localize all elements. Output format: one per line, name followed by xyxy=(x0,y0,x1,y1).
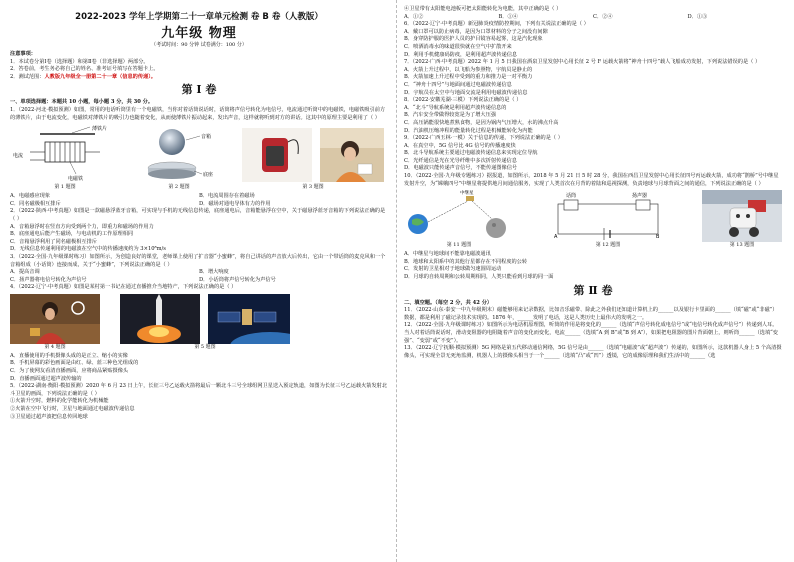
q10-option-d: D．月球的自转周期和公转周期相同，人类只能看到月球的同一面 xyxy=(404,274,554,281)
question-12: 12．（2022·全国·九年级课时练习）如图所示为电话机原理图，听筒的作用是将变化的______（选填“声信号转化成电信号”或“电信号转化成声信号”）传递到人耳。当人对着话筒说话时，滑动变阻器的电阻随着声音的变化而变化，电流______（选填“A 到 B”或“B 到 A”），如果把电阻器的图片背面朝上，则听筒______（选填“变强”、“变弱”或“不变”）。 xyxy=(404,322,778,344)
q5-statement-2: ②火箭在空中飞行时，卫星与地面通过电磁波传递信息 xyxy=(10,406,135,413)
q1-option-b: B．电流周围存在着磁场 xyxy=(199,193,255,200)
question-6: 6．（2022·辽宁·中考真题）新冠肺炎疫情防控期间，下列有关说法正确的是（ ） xyxy=(404,21,589,28)
scope-value: 人教版九年级全一册第二十一章（信息的传递）。 xyxy=(44,73,156,80)
livestream-photo xyxy=(10,294,100,344)
figure-2 xyxy=(134,124,224,191)
note-item: 2．答卷前，考生务必将自己的姓名、准考证号填写在答题卡上。 xyxy=(10,66,159,73)
q4-option-c: C．为了使网友看清直播画面，应将商品紧贴摄像头 xyxy=(10,368,129,375)
figure-4 xyxy=(10,294,100,351)
levitating-speaker-image xyxy=(134,124,224,184)
question-7: 7．（2022·广西·中考真题）2022 年 1 月 5 日我国在酒泉卫星发射中心用长征 2 号 F 运载火箭将“神舟十四号”载人飞船成功发射，下列说法错误的是（ ） xyxy=(404,59,761,66)
exam-title: 2022-2023 学年上学期第二十一章单元检测 卷 B 卷（人教版） xyxy=(75,12,323,22)
q8-option-c: C．高压锅能很快地煮熟食物，是因为锅内气压增大，水的沸点升高 xyxy=(404,119,559,126)
svg-text:B: B xyxy=(656,234,660,241)
figure-3 xyxy=(238,124,388,191)
q4-option-a: A．直播使用的手机摄像头成的是正立、缩小的实像 xyxy=(10,352,128,359)
q2-option-c: C．音箱悬浮利用了同名磁极相互排斥 xyxy=(10,238,97,245)
q10-option-b: B．地球和太阳系中的其他行星都存在不同程度的公转 xyxy=(404,258,528,265)
caption-fig4: 第 4 题图 xyxy=(44,343,66,350)
label-earpiece: 扬声器 xyxy=(632,193,648,200)
q9-option-a: A．在真空中，5G 信号比 4G 信号的传播速度快 xyxy=(404,142,516,149)
telephone-circuit-diagram xyxy=(548,190,668,242)
figures-row-1 xyxy=(10,124,388,191)
caption-fig1: 第 1 题图 xyxy=(54,184,76,191)
q5-statement-3: ③卫星通过超声波把信息传回地球 xyxy=(10,413,88,420)
q3-option-a: A．提高音调 xyxy=(10,269,40,276)
q2-option-a: A．音箱悬浮时在竖直方向受到两个力，即重力和磁场的作用力 xyxy=(10,223,154,230)
caption-fig5: 第 5 题图 xyxy=(194,343,216,350)
q7-option-a: A．火箭上升过程中，以飞船为参照物，宇航员是静止的 xyxy=(404,66,533,73)
label-magnet: 电磁铁 xyxy=(68,176,84,183)
q5-statement-1: ①火箭升空时，燃料的化学能转化为机械能 xyxy=(10,398,109,405)
section1-title: 一、单项选择题：本题共 10 小题，每小题 3 分，共 30 分。 xyxy=(10,99,154,106)
figures-row-3 xyxy=(404,190,782,249)
q6-option-b: B．身穿防护服的医护人员的护目镜容易起雾，这是汽化现象 xyxy=(404,36,543,43)
question-10: 10．（2022·全国·九年级专题练习）据报道，如图所示，2018 年 5 月 21 日 5 时 28 分，我国在西昌卫星发射中心用长征四号丙运载火箭，成功将“鹊桥”号中继星发射升空，为“嫦娥四号”中继星将提供地月间通信服务，实现了人类首次在月背的着陆和巡视探测，负责地球与月球背面之间的通信，下列说法正确的是（ ） xyxy=(404,173,779,187)
figure-5 xyxy=(120,294,290,351)
question-1: 1．（2022·河北·模拟预测）如图，常用的电话听筒里有一个电磁铁，当你对着话筒说话时，话筒将声信号转化为电信号，电流通过听筒中的电磁铁，电磁铁吸引前方的薄铁片，由于电流变化，电磁铁对薄铁片的吸引力也随着变化，从而使薄铁片振动起来，发出声音，这样就将听到对方的讲话。这其中的原理主要是利用了（ ） xyxy=(10,106,386,121)
question-8: 8．（2022·安徽芜湖·三模）下列说法正确的是（ ） xyxy=(404,97,522,104)
q8-option-b: B．汽车安全带做得较宽是为了增大压强 xyxy=(404,112,496,119)
figure-12 xyxy=(548,190,668,249)
label-current: 电流 xyxy=(13,153,24,160)
q1-option-a: A．电磁感应现象 xyxy=(10,193,51,200)
rocket-satellite-photo xyxy=(120,294,290,344)
label-relay: 中继星 xyxy=(460,191,474,197)
q3-option-c: C．扬声器将电信号转化为声信号 xyxy=(10,276,87,283)
caption-fig12: 第 12 题图 xyxy=(595,242,621,249)
q4-option-d: D．直播画面通过超声波传输的 xyxy=(10,375,82,382)
caption-fig11: 第 11 题图 xyxy=(446,242,472,249)
q5-option-a: A．①② xyxy=(404,13,424,20)
exam-subject: 九年级 物理 xyxy=(161,26,237,41)
note-scope xyxy=(10,74,388,82)
part2-label: 第 Ⅱ 卷 xyxy=(573,283,613,297)
question-13: 13．（2022·辽宁抚顺·模拟预测）5G 网络是第五代移动通信网络，5G 信号是由______（选填“电磁波”或“超声波”）传递的，如图所示，这款机器人身上 5 个高清摄像头，可实现全景无死角监测，机器人上的摄像头相当于一个______（选填“凸”或“凹”）透镜，它的成像原理和我们生活中的______（选 xyxy=(404,345,782,359)
q10-option-a: A．中继星与地球间不能靠电磁波通讯 xyxy=(404,251,491,258)
question-3: 3．（2022·全国·九年级课时练习）如图所示，为创造良好的课堂，老师课上使用了扩音器“小蜜蜂”，将自己讲话的声音放大后传出，它由一个带话筒的麦克风和一个音箱组成（小话筒）连接而成，关于“小蜜蜂”，下列说法正确的是（ ） xyxy=(10,253,386,268)
q6-option-d: D．利用手机健康码防疫，是利用超声波传递信息 xyxy=(404,51,518,58)
right-column xyxy=(404,6,782,360)
column-divider xyxy=(396,0,397,562)
q2-option-d: D．无线信息传递利用的电磁波在空气中的传播速度约为 3×10⁸m/s xyxy=(10,246,166,253)
left-column xyxy=(10,6,388,421)
figure-11 xyxy=(404,190,514,249)
q7-option-d: D．宇航员在太空中与地面交流是利用电磁波传递信息 xyxy=(404,89,528,96)
figure-13 xyxy=(702,190,782,249)
microphone-speaker-image xyxy=(238,124,388,184)
electromagnet-diagram xyxy=(10,124,120,184)
label-speaker: 音箱 xyxy=(201,134,212,141)
q10-option-c: C．发射的卫星相对于地球做匀速圆周运动 xyxy=(404,266,502,273)
q3-option-d: D．小话筒将声信号转化为声信号 xyxy=(199,276,276,283)
question-5: 5．（2022·湖南·衡阳·模拟预测）2020 年 6 月 23 日上午，长征三号乙运载火箭将最后一颗北斗三号全球组网卫星送入预定轨道，如图为长征三号乙运载火箭发射北斗卫星的画面，下列说法正确的是（ ） xyxy=(10,383,388,397)
q3-option-b: B．增大响度 xyxy=(199,269,229,276)
caption-fig13: 第 13 题图 xyxy=(729,242,755,249)
q7-option-c: C．“神舟十四号”与地面间通过电磁波传递信息 xyxy=(404,81,512,88)
q5-statement-4: ④卫星带有太阳能电池板可把太阳能转化为电能，其中正确的是（ ） xyxy=(404,6,562,12)
label-base: 底座 xyxy=(203,172,214,179)
figures-row-2 xyxy=(10,294,388,351)
question-9: 9．（2022·广西玉林·一模）关于信息的传递，下列说法正确的是（ ） xyxy=(404,135,563,142)
q6-option-c: C．喷洒消毒水的味道很快就在空气中扩散开来 xyxy=(404,43,512,50)
question-4: 4．（2022·辽宁·中考真题）如图是某村第一书记在通过直播推介当地特产，下列说法正确的是（ ） xyxy=(10,284,237,291)
caption-fig2: 第 2 题图 xyxy=(168,184,190,191)
q6-option-a: A．戴口罩可以防止病毒，是因为口罩材料的分子之间没有间隙 xyxy=(404,28,548,35)
q9-option-c: C．光纤通信是光在光导纤维中多次折射传递信息 xyxy=(404,157,517,164)
label-mic: 话筒 xyxy=(566,193,577,200)
q9-option-d: D．电磁波只能传递声音信号，不能传递图像信号 xyxy=(404,165,518,172)
exam-meta: （考试时间：90 分钟 试卷满分：100 分） xyxy=(151,42,247,48)
q4-option-b: B．手机屏幕的彩色画面是由红、绿、蓝三种色光组成的 xyxy=(10,360,139,367)
q1-option-d: D．磁场对通电导体有力的作用 xyxy=(199,200,271,207)
note-item: 1．本试卷分第Ⅰ卷（选择题）和第Ⅱ卷（非选择题）两部分。 xyxy=(10,58,149,65)
scope-label: 2．测试范围： xyxy=(10,73,45,80)
q8-option-d: D．汽油机压缩冲程的能量转化过程是机械能转化为内能 xyxy=(404,127,533,134)
figure-1 xyxy=(10,124,120,191)
q2-option-b: B．底座通电后能产生磁场，与电动机的工作原理相同 xyxy=(10,231,134,238)
svg-text:A: A xyxy=(554,234,558,241)
robot-photo xyxy=(702,190,782,242)
q3-options xyxy=(10,269,388,284)
label-spring: 薄铁片 xyxy=(92,126,108,133)
q1-options xyxy=(10,193,388,208)
question-11: 11．（2022·山东·泰安一中九年级期末）磁能够用来记录数据，比如音乐磁带、除此之外我们还知道计算机上的______以及银行卡里面的______（填“磁”或“非磁”）数据，都是利用了磁记录技术实现的。1876 年，______发明了电话，这是人类历史上最伟大的发明之一。 xyxy=(404,307,778,321)
section2-title: 二、填空题。（每空 2 分，共 42 分） xyxy=(404,299,493,306)
caption-fig3: 第 3 题图 xyxy=(302,184,324,191)
q1-option-c: C．同名磁极相互排斥 xyxy=(10,200,61,207)
question-2: 2．（2022·陕西·中考真题）如图是一款磁悬浮蓝牙音箱，可实现与手机的无线信息传递，底座通电后，音箱能悬浮在空中，关于磁悬浮蓝牙音箱的下列说法正确的是（ ） xyxy=(10,208,386,222)
q9-option-b: B．北斗导航系统主要通过电磁波传递信息来实现定位导航 xyxy=(404,150,538,157)
q5-option-b: B．①④ xyxy=(498,13,518,20)
notes-title: 注意事项： xyxy=(10,51,36,57)
part1-label: 第 Ⅰ 卷 xyxy=(181,83,217,97)
q5-option-c: C．②④ xyxy=(593,13,613,20)
q8-option-a: A．“北斗”导航系统是利用超声波传递信息的 xyxy=(404,104,507,111)
q5-option-d: D．①③ xyxy=(687,13,708,20)
relay-satellite-diagram xyxy=(404,190,514,242)
q7-option-b: B．火箭加速上升过程中受到的重力和推力是一对平衡力 xyxy=(404,74,533,81)
